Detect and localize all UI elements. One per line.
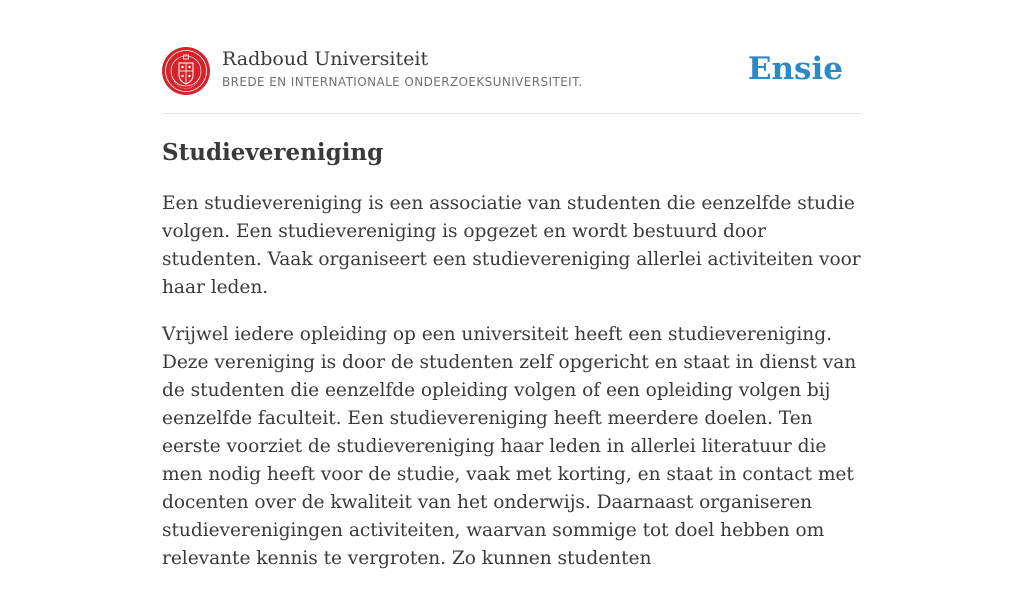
- org-tagline: BREDE EN INTERNATIONALE ONDERZOEKSUNIVERSITEIT.: [222, 75, 583, 89]
- paragraph: Vrijwel iedere opleiding op een universiteit heeft een studievereniging. Deze vereniging is door de studenten zelf opgericht en staat in dienst van de studenten die eenzelfde opleiding volgen of een opleiding volgen bij eenzelfde faculteit. Een studievereniging heeft meerdere doelen. Ten eerste voorziet de studievereniging haar leden in allerlei literatuur die men nodig heeft voor de studie, vaak met korting, en staat in contact met docenten over de kwaliteit van het onderwijs. Daarnaast organiseren studieverenigingen activiteiten, waarvan sommige tot doel hebben om relevante kennis te vergroten. Zo kunnen studenten: [162, 324, 857, 569]
- site-header: [162, 46, 862, 114]
- org-name[interactable]: Radboud Universiteit: [222, 48, 429, 70]
- page-title: Studievereniging: [162, 139, 384, 166]
- university-seal-icon[interactable]: [162, 47, 210, 95]
- article-body: [162, 190, 864, 592]
- brand-logo[interactable]: Ensie: [747, 51, 843, 87]
- paragraph: Een studievereniging is een associatie van studenten die eenzelfde studie volgen. Een studievereniging is opgezet en wordt bestuurd door studenten. Vaak organiseert een studievereniging allerlei activiteiten voor haar leden.: [162, 193, 861, 298]
